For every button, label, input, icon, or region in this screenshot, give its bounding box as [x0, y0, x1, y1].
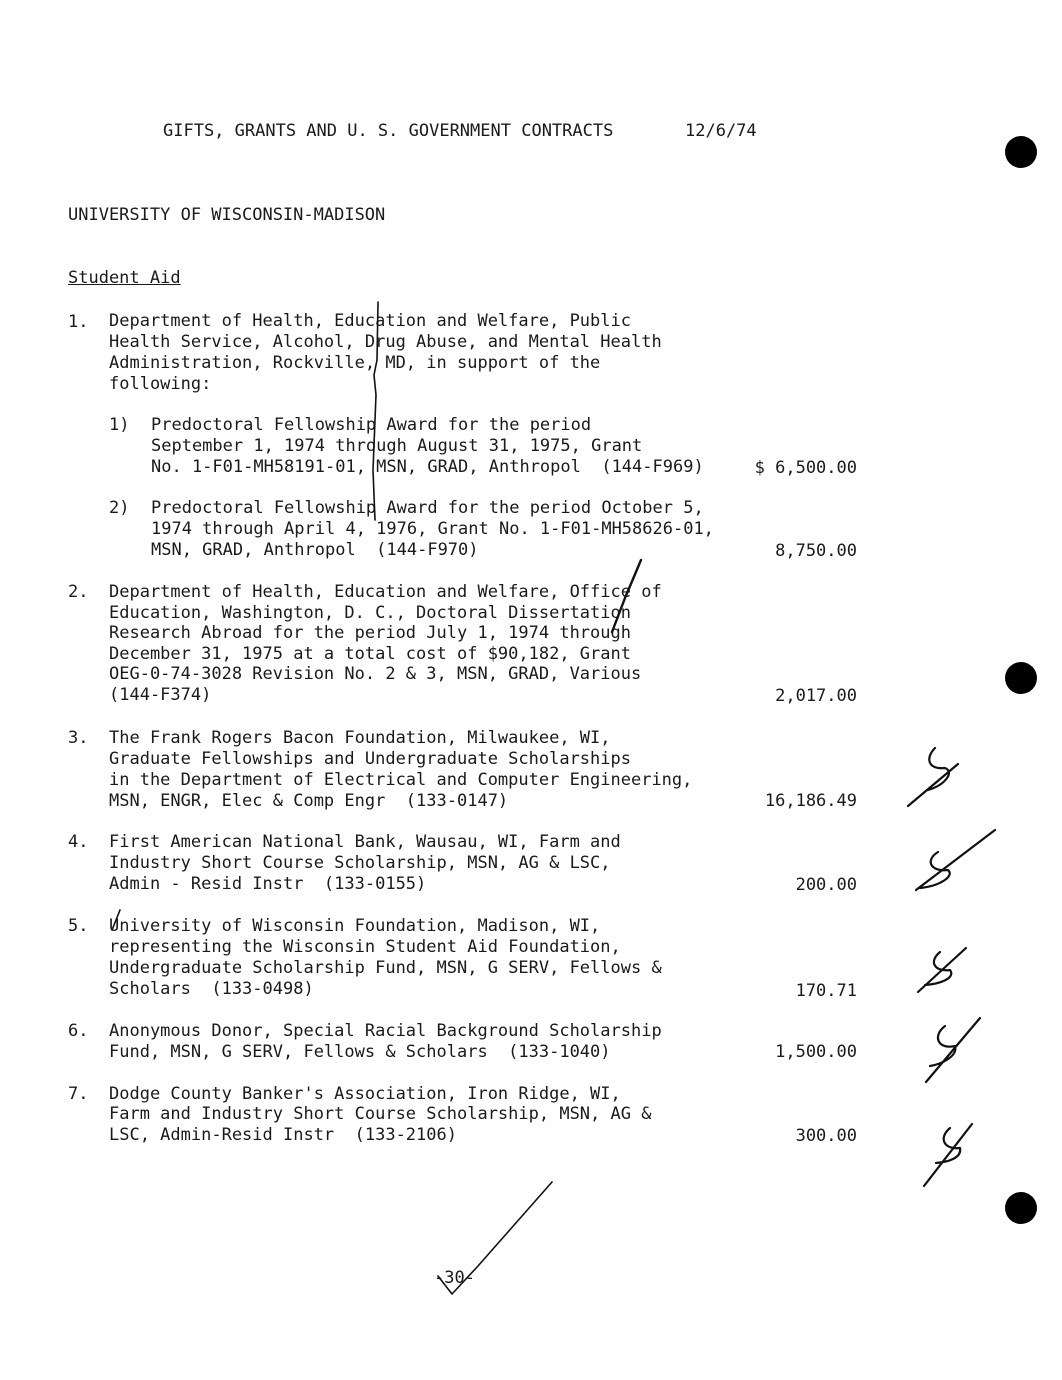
s-check-item-5: [918, 948, 966, 992]
institution-name: UNIVERSITY OF WISCONSIN-MADISON: [68, 205, 386, 225]
item-text-line: Industry Short Course Scholarship, MSN, AG & LSC,: [109, 853, 611, 873]
item-text-line: University of Wisconsin Foundation, Madison, WI,: [109, 916, 601, 936]
item-text-line: Graduate Fellowships and Undergraduate Scholarships: [109, 749, 631, 769]
item-number: 3.: [68, 728, 89, 748]
item-text-line: OEG-0-74-3028 Revision No. 2 & 3, MSN, GRAD, Various: [109, 664, 642, 684]
item-text-line: First American National Bank, Wausau, WI, Farm and: [109, 832, 621, 852]
pen-stroke-vertical: [373, 302, 378, 520]
item-text-line: following:: [109, 374, 212, 394]
item-text-line: Undergraduate Scholarship Fund, MSN, G SERV, Fellows &: [109, 958, 662, 978]
item-number: 7.: [68, 1084, 89, 1104]
section-title: Student Aid: [68, 268, 181, 288]
item-number: 1.: [68, 312, 89, 332]
item-amount: 300.00: [795, 1126, 857, 1146]
subitem-text-line: September 1, 1974 through August 31, 1975, Grant: [151, 436, 643, 456]
item-text-line: representing the Wisconsin Student Aid Foundation,: [109, 937, 621, 957]
item-text-line: Department of Health, Education and Welfare, Office of: [109, 582, 662, 602]
page-number: -30-: [434, 1268, 475, 1288]
check-mark-item-2: [612, 560, 641, 632]
document-title: GIFTS, GRANTS AND U. S. GOVERNMENT CONTRACTS: [163, 121, 614, 141]
s-check-item-3: [908, 748, 958, 806]
s-check-item-7: [924, 1124, 972, 1186]
s-check-item-6: [926, 1018, 980, 1082]
item-amount: 2,017.00: [775, 686, 857, 706]
item-text-line: Administration, Rockville, MD, in support of the: [109, 353, 601, 373]
item-text-line: December 31, 1975 at a total cost of $90,182, Grant: [109, 644, 631, 664]
subitem-text-line: Predoctoral Fellowship Award for the period October 5,: [151, 498, 704, 518]
item-number: 5.: [68, 916, 89, 936]
item-text-line: LSC, Admin-Resid Instr (133-2106): [109, 1125, 457, 1145]
item-amount: 200.00: [795, 875, 857, 895]
subitem-number: 2): [109, 498, 130, 518]
subitem-amount: 8,750.00: [775, 541, 857, 561]
item-text-line: in the Department of Electrical and Computer Engineering,: [109, 770, 693, 790]
item-text-line: Anonymous Donor, Special Racial Background Scholarship: [109, 1021, 662, 1041]
item-text-line: Scholars (133-0498): [109, 979, 314, 999]
subitem-text-line: 1974 through April 4, 1976, Grant No. 1-F01-MH58626-01,: [151, 519, 714, 539]
item-text-line: Admin - Resid Instr (133-0155): [109, 874, 427, 894]
item-amount: 1,500.00: [775, 1042, 857, 1062]
pen-tick-item-5: [112, 910, 120, 930]
item-text-line: Farm and Industry Short Course Scholarship, MSN, AG &: [109, 1104, 652, 1124]
item-number: 4.: [68, 832, 89, 852]
subitem-amount: $ 6,500.00: [754, 458, 857, 478]
document-date: 12/6/74: [685, 121, 757, 141]
item-text-line: Fund, MSN, G SERV, Fellows & Scholars (133-1040): [109, 1042, 611, 1062]
item-text-line: Research Abroad for the period July 1, 1974 through: [109, 623, 631, 643]
check-mark-bottom: [438, 1182, 552, 1294]
item-text-line: Dodge County Banker's Association, Iron Ridge, WI,: [109, 1084, 621, 1104]
item-amount: 16,186.49: [764, 791, 857, 811]
subitem-text-line: Predoctoral Fellowship Award for the period: [151, 415, 592, 435]
item-number: 2.: [68, 582, 89, 602]
item-text-line: Education, Washington, D. C., Doctoral Dissertation: [109, 603, 631, 623]
subitem-number: 1): [109, 415, 130, 435]
subitem-text-line: MSN, GRAD, Anthropol (144-F970): [151, 540, 479, 560]
item-text-line: MSN, ENGR, Elec & Comp Engr (133-0147): [109, 791, 509, 811]
item-text-line: Department of Health, Education and Welfare, Public: [109, 311, 631, 331]
item-text-line: The Frank Rogers Bacon Foundation, Milwaukee, WI,: [109, 728, 611, 748]
subitem-text-line: No. 1-F01-MH58191-01, MSN, GRAD, Anthropol (144-F969): [151, 457, 704, 477]
item-text-line: (144-F374): [109, 685, 212, 705]
item-text-line: Health Service, Alcohol, Drug Abuse, and Mental Health: [109, 332, 662, 352]
item-number: 6.: [68, 1021, 89, 1041]
item-amount: 170.71: [795, 981, 857, 1001]
s-check-item-4: [916, 830, 995, 890]
